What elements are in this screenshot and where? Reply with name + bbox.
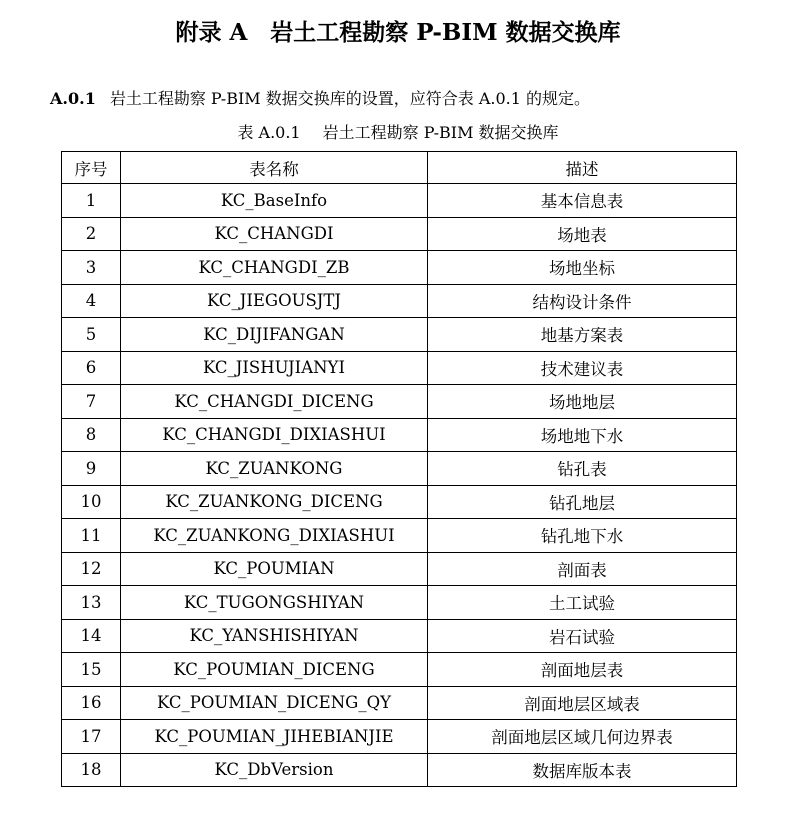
table-row <box>62 452 737 486</box>
cell-description: 剖面地层表 <box>428 653 737 687</box>
cell-description: 钻孔表 <box>428 452 737 486</box>
table-row <box>62 653 737 687</box>
table-row <box>62 619 737 653</box>
cell-table-name: KC_DbVersion <box>121 753 428 787</box>
cell-table-name: KC_POUMIAN_DICENG_QY <box>121 686 428 720</box>
cell-seq: 18 <box>62 753 121 787</box>
cell-seq: 13 <box>62 586 121 620</box>
cell-table-name: KC_CHANGDI <box>121 217 428 251</box>
table-row <box>62 519 737 553</box>
header-desc: 描述 <box>428 152 737 184</box>
cell-description: 剖面地层区域表 <box>428 686 737 720</box>
header-name: 表名称 <box>121 152 428 184</box>
cell-table-name: KC_DIJIFANGAN <box>121 318 428 352</box>
table-caption-number: 表 A.0.1 <box>237 123 301 142</box>
table-row <box>62 586 737 620</box>
cell-seq: 3 <box>62 251 121 285</box>
table-row <box>62 720 737 754</box>
data-exchange-table <box>61 151 737 787</box>
clause-text: 岩土工程勘察 P-BIM 数据交换库的设置，应符合表 A.0.1 的规定。 <box>109 89 591 108</box>
cell-description: 场地地层 <box>428 385 737 419</box>
table-row <box>62 217 737 251</box>
header-seq: 序号 <box>62 152 121 184</box>
cell-table-name: KC_POUMIAN <box>121 552 428 586</box>
cell-table-name: KC_POUMIAN_JIHEBIANJIE <box>121 720 428 754</box>
cell-description: 场地坐标 <box>428 251 737 285</box>
cell-table-name: KC_JIEGOUSJTJ <box>121 284 428 318</box>
cell-seq: 17 <box>62 720 121 754</box>
cell-seq: 2 <box>62 217 121 251</box>
cell-description: 技术建议表 <box>428 351 737 385</box>
cell-seq: 14 <box>62 619 121 653</box>
table-row <box>62 184 737 218</box>
cell-seq: 10 <box>62 485 121 519</box>
table-row <box>62 385 737 419</box>
table-caption-title: 岩土工程勘察 P-BIM 数据交换库 <box>322 123 559 142</box>
cell-seq: 16 <box>62 686 121 720</box>
cell-table-name: KC_CHANGDI_ZB <box>121 251 428 285</box>
cell-seq: 4 <box>62 284 121 318</box>
page-title: 附录 A 岩土工程勘察 P-BIM 数据交换库 <box>175 19 621 46</box>
cell-table-name: KC_ZUANKONG_DICENG <box>121 485 428 519</box>
cell-description: 数据库版本表 <box>428 753 737 787</box>
cell-description: 地基方案表 <box>428 318 737 352</box>
cell-table-name: KC_TUGONGSHIYAN <box>121 586 428 620</box>
cell-table-name: KC_ZUANKONG_DIXIASHUI <box>121 519 428 553</box>
table-row <box>62 753 737 787</box>
cell-table-name: KC_POUMIAN_DICENG <box>121 653 428 687</box>
cell-description: 场地地下水 <box>428 418 737 452</box>
clause-paragraph <box>50 88 590 110</box>
cell-seq: 8 <box>62 418 121 452</box>
cell-seq: 11 <box>62 519 121 553</box>
cell-seq: 7 <box>62 385 121 419</box>
table-header-row <box>62 152 737 184</box>
cell-description: 基本信息表 <box>428 184 737 218</box>
table-row <box>62 251 737 285</box>
table-row <box>62 318 737 352</box>
table-body <box>62 184 737 787</box>
cell-table-name: KC_YANSHISHIYAN <box>121 619 428 653</box>
cell-description: 剖面表 <box>428 552 737 586</box>
table-caption <box>0 122 796 144</box>
cell-table-name: KC_BaseInfo <box>121 184 428 218</box>
cell-table-name: KC_CHANGDI_DICENG <box>121 385 428 419</box>
clause-number: A.0.1 <box>50 89 96 108</box>
cell-description: 钻孔地层 <box>428 485 737 519</box>
table-row <box>62 686 737 720</box>
table-row <box>62 351 737 385</box>
cell-seq: 1 <box>62 184 121 218</box>
table-row <box>62 418 737 452</box>
cell-description: 场地表 <box>428 217 737 251</box>
cell-description: 结构设计条件 <box>428 284 737 318</box>
cell-table-name: KC_ZUANKONG <box>121 452 428 486</box>
cell-description: 钻孔地下水 <box>428 519 737 553</box>
table-row <box>62 485 737 519</box>
cell-seq: 9 <box>62 452 121 486</box>
table-row <box>62 284 737 318</box>
cell-description: 岩石试验 <box>428 619 737 653</box>
cell-seq: 5 <box>62 318 121 352</box>
cell-description: 剖面地层区域几何边界表 <box>428 720 737 754</box>
cell-table-name: KC_JISHUJIANYI <box>121 351 428 385</box>
cell-description: 土工试验 <box>428 586 737 620</box>
table-row <box>62 552 737 586</box>
cell-seq: 12 <box>62 552 121 586</box>
cell-table-name: KC_CHANGDI_DIXIASHUI <box>121 418 428 452</box>
cell-seq: 15 <box>62 653 121 687</box>
cell-seq: 6 <box>62 351 121 385</box>
